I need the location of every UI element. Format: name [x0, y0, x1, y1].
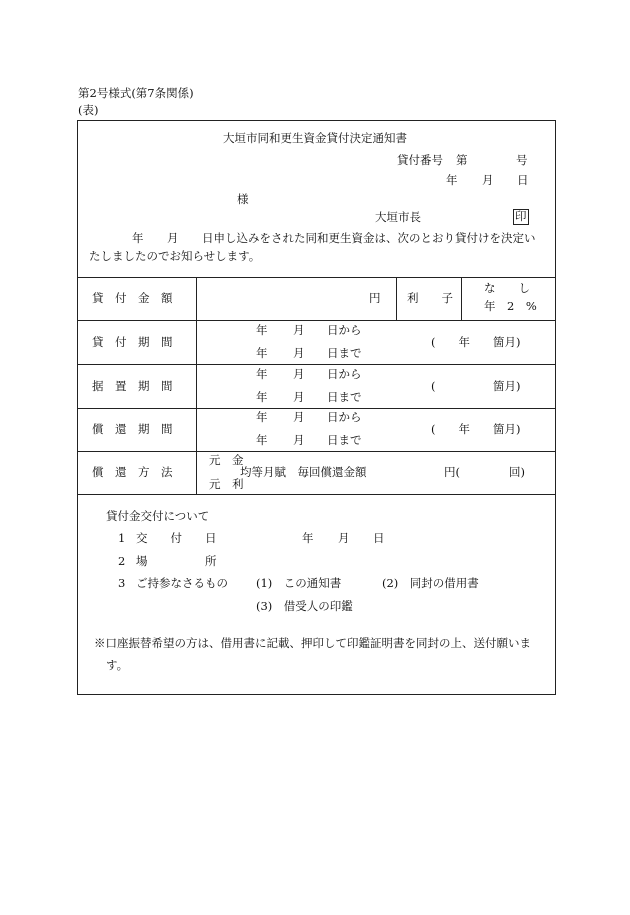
grace-to-month: 月 [293, 390, 305, 404]
interest-value-divider [461, 277, 462, 320]
method-yen: 円( [444, 465, 460, 479]
note-line-2: す。 [106, 658, 129, 672]
delivery-heading: 貸付金交付について [106, 509, 210, 523]
delivery-date-day: 日 [373, 531, 385, 545]
form-number: 第2号様式(第7条関係) [78, 86, 194, 100]
delivery-item-1-label: 交 付 日 [136, 531, 217, 545]
notice-date-year: 年 [446, 173, 458, 187]
form-side-label: (表) [78, 103, 99, 117]
delivery-item-3-number: 3 [118, 576, 126, 590]
loan-to-month: 月 [293, 346, 305, 360]
delivery-item-3-option-1: (1) この通知書 [256, 576, 342, 590]
repay-from-month: 月 [293, 410, 305, 424]
row-divider [77, 451, 556, 452]
loan-period-label: 貸 付 期 間 [92, 335, 173, 349]
addressee-honorific: 様 [237, 192, 249, 206]
delivery-item-2-number: 2 [118, 554, 126, 568]
method-times: 回) [509, 465, 525, 479]
method-principal: 元 金 [209, 453, 244, 467]
grace-from-month: 月 [293, 367, 305, 381]
repay-to-year: 年 [256, 433, 268, 447]
table-top-border [77, 277, 556, 278]
interest-none: な し [484, 281, 530, 295]
loan-from-year: 年 [256, 323, 268, 337]
method-label: 償 還 方 法 [92, 465, 173, 479]
seal-mark: 印 [515, 209, 527, 223]
body-text-line-1: 日申し込みをされた同和更生資金は、次のとおり貸付けを決定い [202, 231, 536, 245]
delivery-item-3-option-3: (3) 借受人の印鑑 [256, 599, 353, 613]
loan-number-prefix: 第 [456, 153, 468, 167]
repay-from-day: 日から [327, 410, 362, 424]
delivery-date-month: 月 [338, 531, 350, 545]
label-column-divider [196, 277, 197, 494]
note-line-1: ※口座振替希望の方は、借用書に記載、押印して印鑑証明書を同封の上、送付願いま [94, 636, 531, 650]
loan-from-month: 月 [293, 323, 305, 337]
delivery-item-3-label: ご持参なさるもの [136, 576, 228, 590]
grace-to-year: 年 [256, 390, 268, 404]
row-divider [77, 364, 556, 365]
grace-from-day: 日から [327, 367, 362, 381]
body-month: 月 [167, 231, 179, 245]
loan-from-day: 日から [327, 323, 362, 337]
interest-rate: 年 2 % [484, 299, 537, 313]
loan-to-day: 日まで [327, 346, 362, 360]
grace-from-year: 年 [256, 367, 268, 381]
issuer-name: 大垣市長 [375, 210, 421, 224]
delivery-item-1-number: 1 [118, 531, 126, 545]
table-bottom-border [77, 494, 556, 495]
body-text-line-2: たしましたのでお知らせします。 [89, 249, 261, 263]
amount-unit: 円 [369, 291, 381, 305]
loan-period-months: ( 年 箇月) [431, 335, 521, 349]
method-principal-interest: 元 利 [209, 477, 244, 491]
notice-date-day: 日 [517, 173, 529, 187]
grace-period-label: 据 置 期 間 [92, 379, 173, 393]
row-divider [77, 408, 556, 409]
repay-to-month: 月 [293, 433, 305, 447]
delivery-date-year: 年 [302, 531, 314, 545]
loan-number-suffix: 号 [516, 153, 528, 167]
interest-label: 利 子 [407, 291, 453, 305]
repay-period-months: ( 年 箇月) [431, 422, 521, 436]
amount-label: 貸 付 金 額 [92, 291, 173, 305]
repay-from-year: 年 [256, 410, 268, 424]
notice-title: 大垣市同和更生資金貸付決定通知書 [223, 131, 407, 145]
row-divider [77, 320, 556, 321]
repay-to-day: 日まで [327, 433, 362, 447]
method-installment: 均等月賦 毎回償還金額 [240, 465, 367, 479]
notice-date-month: 月 [482, 173, 494, 187]
interest-divider [396, 277, 397, 320]
body-year: 年 [132, 231, 144, 245]
grace-to-day: 日まで [327, 390, 362, 404]
delivery-item-3-option-2: (2) 同封の借用書 [382, 576, 479, 590]
repay-period-label: 償 還 期 間 [92, 422, 173, 436]
loan-to-year: 年 [256, 346, 268, 360]
grace-period-months: ( 箇月) [431, 379, 521, 393]
loan-number-label: 貸付番号 [397, 153, 443, 167]
delivery-item-2-label: 場 所 [136, 554, 217, 568]
